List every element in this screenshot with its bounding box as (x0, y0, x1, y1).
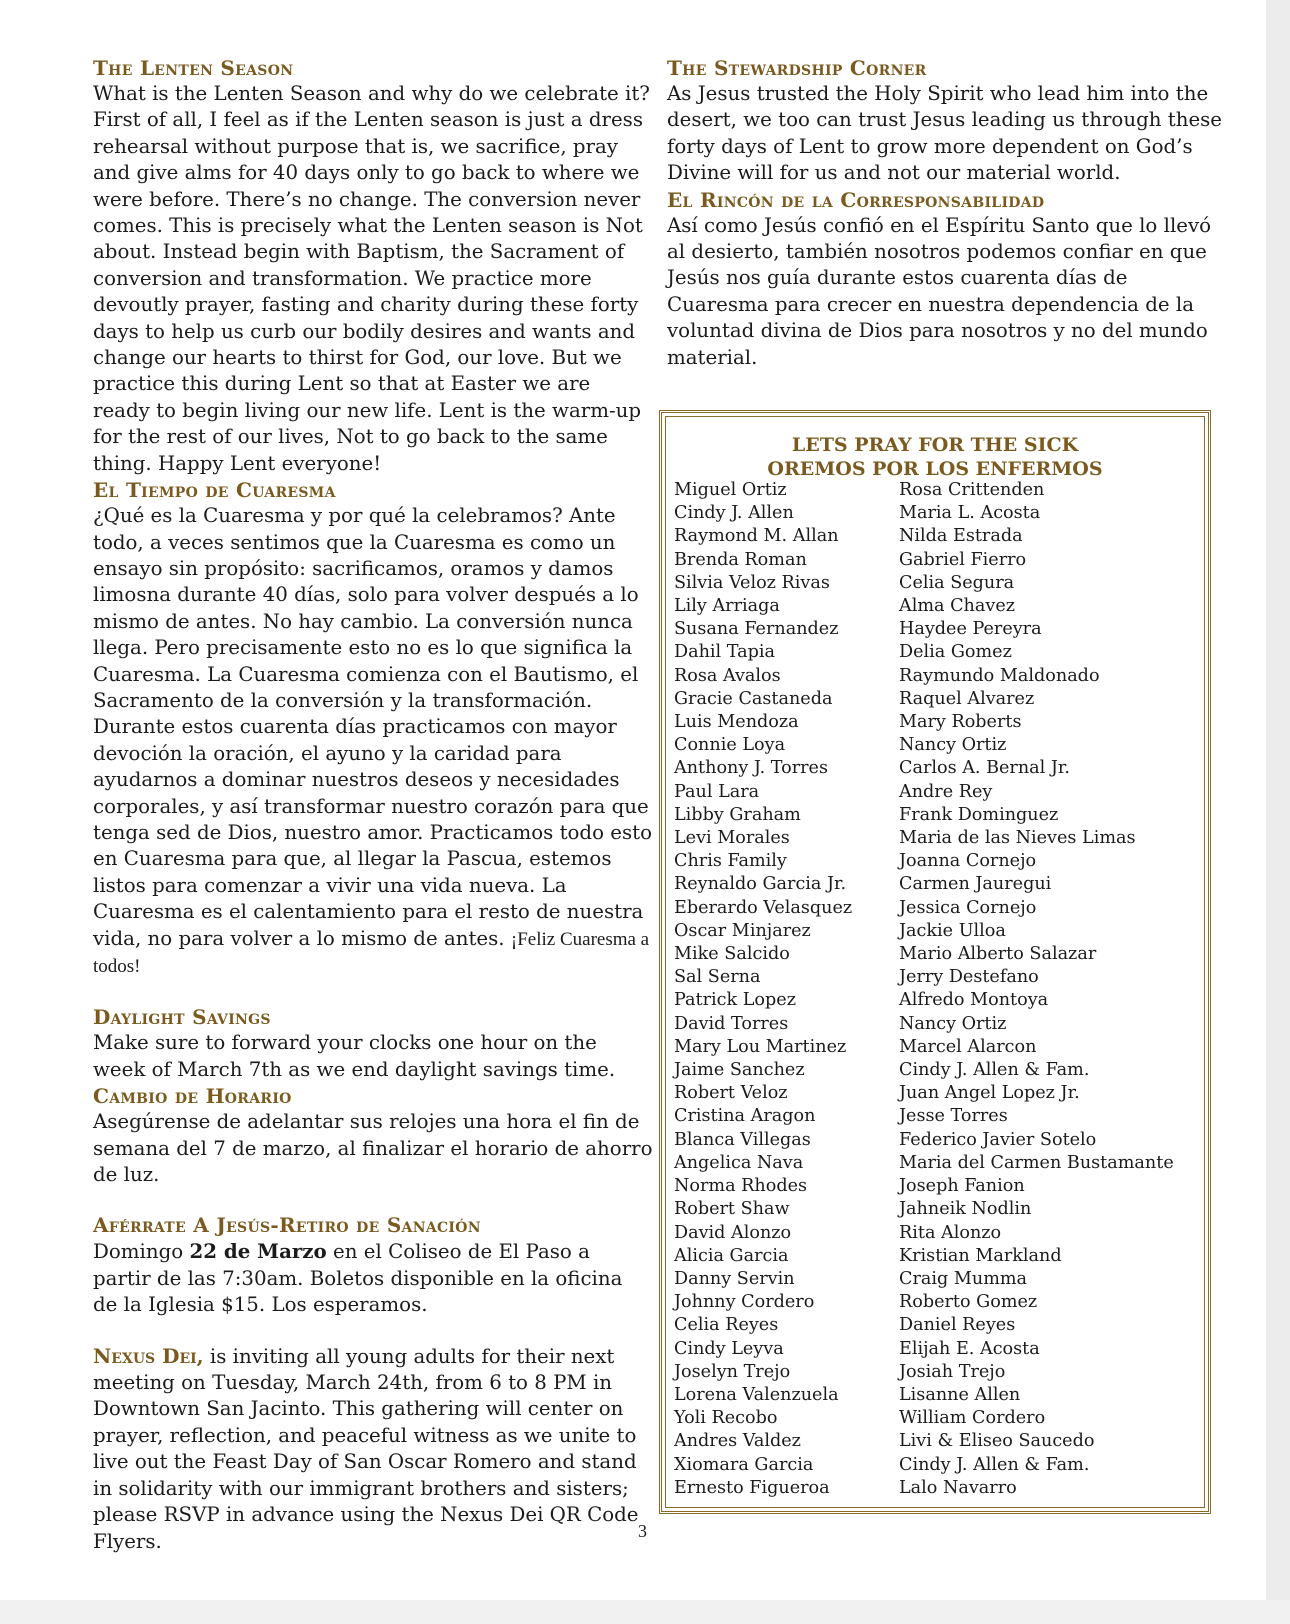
prayer-list-name: Roberto Gomez (899, 1292, 1038, 1313)
prayer-list-name: Johnny Cordero (674, 1292, 815, 1313)
prayer-list-name: Nancy Ortiz (899, 1013, 1007, 1034)
prayer-list-name: Raymond M. Allan (674, 526, 839, 547)
prayer-list-name: Delia Gomez (899, 642, 1012, 663)
stewardship-body: As Jesus trusted the Holy Spirit who lead him into the desert, we too can trust Jesus leading us through these forty days of Lent to grow more dependent on God’s Divine will for us and not our material world. (667, 82, 1223, 185)
prayer-list-name: Mario Alberto Salazar (899, 944, 1097, 965)
prayer-list-name: David Torres (674, 1013, 789, 1034)
prayer-list-name: Jessica Cornejo (899, 897, 1037, 918)
prayer-list-name: Jaime Sanchez (674, 1060, 805, 1081)
cuaresma-heading: El Tiempo de Cuaresma (93, 478, 336, 503)
prayer-list-name: Paul Lara (674, 781, 760, 802)
prayer-list-name: Miguel Ortiz (674, 480, 787, 500)
retiro-heading: Aférrate A Jesús-Retiro de Sanación (93, 1213, 481, 1238)
prayer-list-name: Angelica Nava (674, 1152, 804, 1173)
page-bottom-shade (0, 1600, 1290, 1624)
retiro-date: 22 de Marzo (189, 1239, 327, 1264)
prayer-list-name: Raquel Alvarez (899, 688, 1035, 709)
retiro-body (93, 1238, 653, 1318)
prayer-list-name: Andre Rey (899, 781, 993, 802)
prayer-list-name: Mike Salcido (674, 944, 790, 965)
prayer-list-name: Nancy Ortiz (899, 735, 1007, 756)
prayer-list-name: Craig Mumma (899, 1268, 1028, 1289)
prayer-list-name: Alma Chavez (899, 596, 1016, 617)
prayer-list-name: Mary Roberts (899, 712, 1022, 733)
prayer-list-name: Maria del Carmen Bustamante (899, 1152, 1174, 1173)
stewardship-heading: The Stewardship Corner (667, 56, 927, 80)
cuaresma-closing: ¡Feliz Cuaresma a todos! (93, 928, 650, 977)
prayer-list-name: Andres Valdez (674, 1431, 801, 1452)
prayer-list-name: Levi Morales (674, 828, 790, 849)
nexus-heading: Nexus Dei, (93, 1343, 204, 1368)
right-column (667, 55, 1227, 371)
prayer-list-name: Silvia Veloz Rivas (674, 572, 830, 593)
prayer-list-name: Raymundo Maldonado (899, 665, 1100, 686)
prayer-list-name: Joanna Cornejo (899, 851, 1037, 872)
prayer-list-name: Sal Serna (674, 967, 761, 988)
prayer-list-name: Libby Graham (674, 804, 801, 825)
prayer-list-name: Chris Family (674, 851, 787, 872)
prayer-list-title-es: OREMOS POR LOS ENFERMOS (767, 458, 1103, 480)
prayer-list-name: Jesse Torres (899, 1106, 1008, 1127)
prayer-list-name: Alfredo Montoya (899, 990, 1049, 1011)
prayer-list-name: Daniel Reyes (899, 1315, 1016, 1336)
prayer-list-name: Joselyn Trejo (674, 1361, 791, 1382)
prayer-list-column-2 (899, 479, 1199, 1500)
prayer-list-name: Norma Rhodes (674, 1176, 808, 1197)
spacer (93, 1188, 653, 1212)
prayer-list-name: Blanca Villegas (674, 1129, 811, 1150)
prayer-list-name: David Alonzo (674, 1222, 792, 1243)
prayer-list-name: Jackie Ulloa (899, 920, 1006, 941)
prayer-list-name: Elijah E. Acosta (899, 1338, 1040, 1359)
daylight-body: Make sure to forward your clocks one hour on the week of March 7th as we end daylight savings time. (93, 1031, 616, 1081)
page-edge-shade (1266, 0, 1290, 1624)
prayer-list-name: Patrick Lopez (674, 990, 796, 1011)
prayer-list-name: Rita Alonzo (899, 1222, 1002, 1243)
prayer-list-name: Celia Segura (899, 572, 1015, 593)
prayer-list-name: Cindy Leyva (674, 1338, 784, 1359)
horario-heading: Cambio de Horario (93, 1084, 292, 1109)
prayer-list-name: Marcel Alarcon (899, 1036, 1037, 1057)
retiro-text-post: en el Coliseo de El Paso a partir de las 7:30am. Boletos disponible en la oficina de la Iglesia $15. Los esperamos. (93, 1240, 623, 1317)
prayer-list-name: Luis Mendoza (674, 712, 799, 733)
prayer-list-name: Gabriel Fierro (899, 549, 1027, 570)
lenten-body: What is the Lenten Season and why do we celebrate it? First of all, I feel as if the Lenten season is just a dress rehearsal without purpose that is, we sacrifice, pray and give alms for 40 days only to go back to where we were before. There’s no change. The conversion never comes. This is precisely what the Lenten season is Not about. Instead begin with Baptism, the Sacrament of conversion and transformation. We practice more devoutly prayer, fasting and charity during these forty days to help us curb our bodily desires and wants and change our hearts to thirst for God, our love. But we practice this during Lent so that at Easter we are ready to begin living our new life. Lent is the warm-up for the rest of our lives, Not to go back to the same thing. Happy Lent everyone! (93, 82, 650, 475)
prayer-list-name: Anthony J. Torres (674, 758, 828, 779)
prayer-list-name: Robert Veloz (674, 1083, 788, 1104)
prayer-list-name: Lily Arriaga (674, 596, 780, 617)
prayer-list-name: Maria L. Acosta (899, 503, 1041, 524)
prayer-list-name: Jahneik Nodlin (899, 1199, 1032, 1220)
spacer (93, 1319, 653, 1343)
cuaresma-body (93, 503, 653, 980)
left-column (93, 55, 653, 1555)
prayer-list-name: Carlos A. Bernal Jr. (899, 758, 1071, 779)
prayer-list-name: Carmen Jauregui (899, 874, 1052, 895)
prayer-list-name: Cindy J. Allen (674, 503, 794, 524)
prayer-list-name: Alicia Garcia (674, 1245, 789, 1266)
prayer-list-name: Juan Angel Lopez Jr. (899, 1083, 1080, 1104)
prayer-list-name: Federico Javier Sotelo (899, 1129, 1097, 1150)
daylight-heading: Daylight Savings (93, 1005, 271, 1030)
prayer-list-name: Connie Loya (674, 735, 786, 756)
prayer-list-name: Cristina Aragon (674, 1106, 816, 1127)
prayer-list-name: Susana Fernandez (674, 619, 839, 640)
rincon-body: Así como Jesús confió en el Espíritu Santo que lo llevó al desierto, también nosotros podemos confiar en que Jesús nos guía durante estos cuarenta días de Cuaresma para crecer en nuestra dependencia de la voluntad divina de Dios para nosotros y no del mundo material. (667, 213, 1212, 369)
prayer-list-name: Frank Dominguez (899, 804, 1059, 825)
prayer-list-name: Brenda Roman (674, 549, 807, 570)
page-number: 3 (638, 1521, 647, 1541)
prayer-list-name: Ernesto Figueroa (674, 1477, 830, 1498)
prayer-list-name: Mary Lou Martinez (674, 1036, 847, 1057)
nexus-paragraph (93, 1343, 653, 1555)
prayer-list-name: Dahil Tapia (674, 642, 776, 663)
prayer-list-name: Celia Reyes (674, 1315, 779, 1336)
prayer-list-name: Reynaldo Garcia Jr. (674, 874, 847, 895)
prayer-list-name: Rosa Crittenden (899, 480, 1045, 500)
lenten-heading: The Lenten Season (93, 56, 294, 80)
prayer-list-name: Cindy J. Allen & Fam. (899, 1060, 1090, 1081)
prayer-list-name: Jerry Destefano (899, 967, 1039, 988)
prayer-list-name: Livi & Eliseo Saucedo (899, 1431, 1095, 1452)
cuaresma-text: ¿Qué es la Cuaresma y por qué la celebramos? Ante todo, a veces sentimos que la Cuaresma es como un ensayo sin propósito: sacrificamos, oramos y damos limosna durante 40 días, solo para volver después a lo mismo de antes. No hay cambio. La conversión nunca llega. Pero precisamente esto no es lo que significa la Cuaresma. La Cuaresma comienza con el Bautismo, el Sacramento de la conversión y la transformación. Durante estos cuarenta días practicamos con mayor devoción la oración, el ayuno y la caridad para ayudarnos a dominar nuestros deseos y necesidades corporales, y así transformar nuestro corazón para que tenga sed de Dios, nuestro amor. Practicamos todo esto en Cuaresma para que, al llegar la Pascua, estemos listos para comenzar a vivir una vida nueva. La Cuaresma es el calentamiento para el resto de nuestra vida, no para volver a lo mismo de antes. (93, 504, 653, 950)
prayer-list-name: Maria de las Nieves Limas (899, 828, 1136, 849)
retiro-text-pre: Domingo (93, 1240, 190, 1264)
prayer-list-name: Rosa Avalos (674, 665, 781, 686)
prayer-list-name: Josiah Trejo (899, 1361, 1006, 1382)
prayer-list-name: Xiomara Garcia (674, 1454, 814, 1475)
prayer-list-name: Robert Shaw (674, 1199, 790, 1220)
prayer-list-title-en: LETS PRAY FOR THE SICK (791, 434, 1079, 456)
prayer-list-name: Oscar Minjarez (674, 920, 811, 941)
nexus-body: is inviting all young adults for their next meeting on Tuesday, March 24th, from 6 to 8 PM in Downtown San Jacinto. This gathering will center on prayer, reflection, and peaceful witness as we unite to live out the Feast Day of San Oscar Romero and stand in solidarity with our immigrant brothers and sisters; please RSVP in advance using the Nexus Dei QR Code Flyers. (93, 1344, 639, 1553)
rincon-heading: El Rincón de la Corresponsabilidad (667, 187, 1045, 212)
prayer-list-name: Haydee Pereyra (899, 619, 1042, 640)
prayer-list-box (659, 410, 1211, 1514)
prayer-list-name: Lisanne Allen (899, 1384, 1021, 1405)
spacer (93, 980, 653, 1004)
prayer-list-name: William Cordero (899, 1408, 1046, 1429)
horario-body: Asegúrense de adelantar sus relojes una hora el fin de semana del 7 de marzo, al finalizar el horario de ahorro de luz. (93, 1110, 653, 1187)
prayer-list-name: Eberardo Velasquez (674, 897, 853, 918)
prayer-list-name: Danny Servin (674, 1268, 795, 1289)
prayer-list-name: Kristian Markland (899, 1245, 1062, 1266)
prayer-list-name: Lalo Navarro (899, 1477, 1017, 1498)
prayer-list-name: Joseph Fanion (899, 1176, 1025, 1197)
prayer-list-name: Lorena Valenzuela (674, 1384, 839, 1405)
prayer-list-name: Yoli Recobo (674, 1408, 778, 1429)
prayer-list-name: Gracie Castaneda (674, 688, 833, 709)
prayer-list-name: Cindy J. Allen & Fam. (899, 1454, 1090, 1475)
prayer-list-name: Nilda Estrada (899, 526, 1023, 547)
prayer-list-column-1 (674, 479, 894, 1500)
